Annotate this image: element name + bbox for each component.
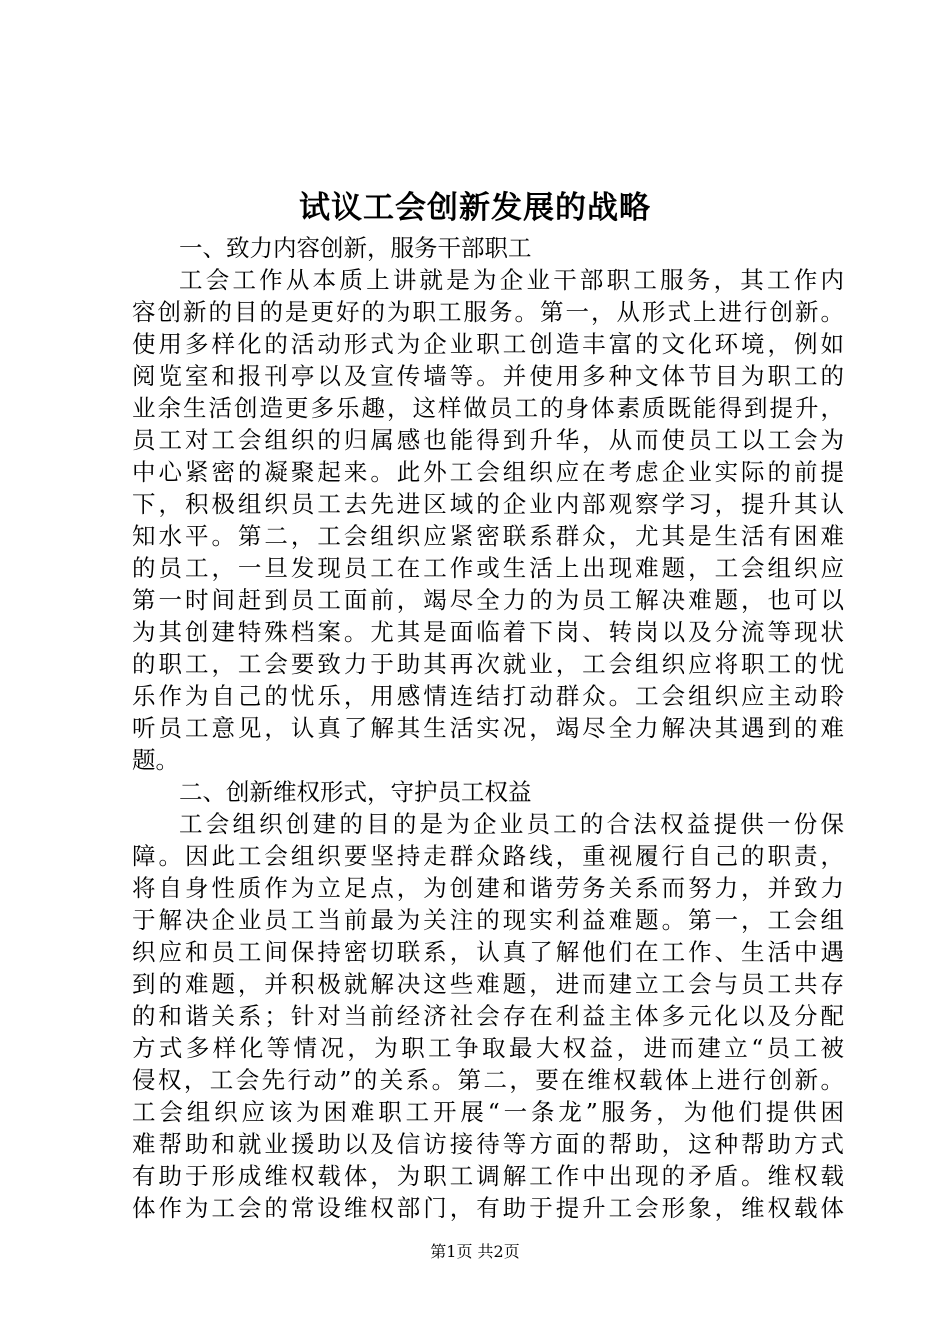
document-title: 试议工会创新发展的战略	[299, 190, 651, 226]
paragraph-line: 难帮助和就业援助以及信访接待等方面的帮助，这种帮助方式	[132, 1130, 844, 1158]
paragraph-line: 容创新的目的是更好的为职工服务。第一，从形式上进行创新。	[132, 298, 844, 326]
paragraph-line: 障。因此工会组织要坚持走群众路线，重视履行自己的职责，	[132, 842, 844, 870]
paragraph-line: 工会工作从本质上讲就是为企业干部职工服务，其工作内	[179, 266, 844, 294]
paragraph-line: 听员工意见，认真了解其生活实况，竭尽全力解决其遇到的难	[132, 714, 844, 742]
paragraph-line: 的和谐关系；针对当前经济社会存在利益主体多元化以及分配	[132, 1002, 844, 1030]
paragraph-line: 体作为工会的常设维权部门，有助于提升工会形象，维权载体	[132, 1194, 844, 1222]
paragraph-line: 工会组织创建的目的是为企业员工的合法权益提供一份保	[179, 810, 844, 838]
paragraph-line: 到的难题，并积极就解决这些难题，进而建立工会与员工共存	[132, 970, 844, 998]
section-heading: 一、致力内容创新，服务干部职工	[179, 234, 532, 262]
section-2	[132, 776, 844, 1224]
paragraph-line: 第一时间赶到员工面前，竭尽全力的为员工解决难题，也可以	[132, 586, 844, 614]
paragraph-line: 将自身性质作为立足点，为创建和谐劳务关系而努力，并致力	[132, 874, 844, 902]
paragraph-line: 阅览室和报刊亭以及宣传墙等。并使用多种文体节目为职工的	[132, 362, 844, 390]
section-heading: 二、创新维权形式，守护员工权益	[179, 778, 532, 806]
paragraph-line: 业余生活创造更多乐趣，这样做员工的身体素质既能得到提升，	[132, 394, 844, 422]
paragraph-line: 题。	[132, 746, 179, 774]
paragraph-line: 中心紧密的凝聚起来。此外工会组织应在考虑企业实际的前提	[132, 458, 844, 486]
paragraph-line: 为其创建特殊档案。尤其是面临着下岗、转岗以及分流等现状	[132, 618, 844, 646]
paragraph-line: 有助于形成维权载体，为职工调解工作中出现的矛盾。维权载	[132, 1162, 844, 1190]
section-1	[132, 232, 844, 776]
paragraph-line: 知水平。第二，工会组织应紧密联系群众，尤其是生活有困难	[132, 522, 844, 550]
paragraph-line: 员工对工会组织的归属感也能得到升华，从而使员工以工会为	[132, 426, 844, 454]
paragraph-line: 使用多样化的活动形式为企业职工创造丰富的文化环境，例如	[132, 330, 844, 358]
paragraph-line: 的职工，工会要致力于助其再次就业，工会组织应将职工的忧	[132, 650, 844, 678]
page-footer: 第1页 共2页	[430, 1242, 520, 1261]
paragraph-line: 下，积极组织员工去先进区域的企业内部观察学习，提升其认	[132, 490, 844, 518]
paragraph-line: 乐作为自己的忧乐，用感情连结打动群众。工会组织应主动聆	[132, 682, 844, 710]
paragraph-line: 于解决企业员工当前最为关注的现实利益难题。第一，工会组	[132, 906, 844, 934]
paragraph-line: 方式多样化等情况，为职工争取最大权益，进而建立“员工被	[132, 1034, 844, 1062]
paragraph-line: 的员工，一旦发现员工在工作或生活上出现难题，工会组织应	[132, 554, 844, 582]
paragraph-line: 侵权，工会先行动”的关系。第二，要在维权载体上进行创新。	[132, 1066, 844, 1094]
paragraph-line: 工会组织应该为困难职工开展“一条龙”服务，为他们提供困	[132, 1098, 844, 1126]
document-body	[132, 232, 844, 1224]
paragraph-line: 织应和员工间保持密切联系，认真了解他们在工作、生活中遇	[132, 938, 844, 966]
